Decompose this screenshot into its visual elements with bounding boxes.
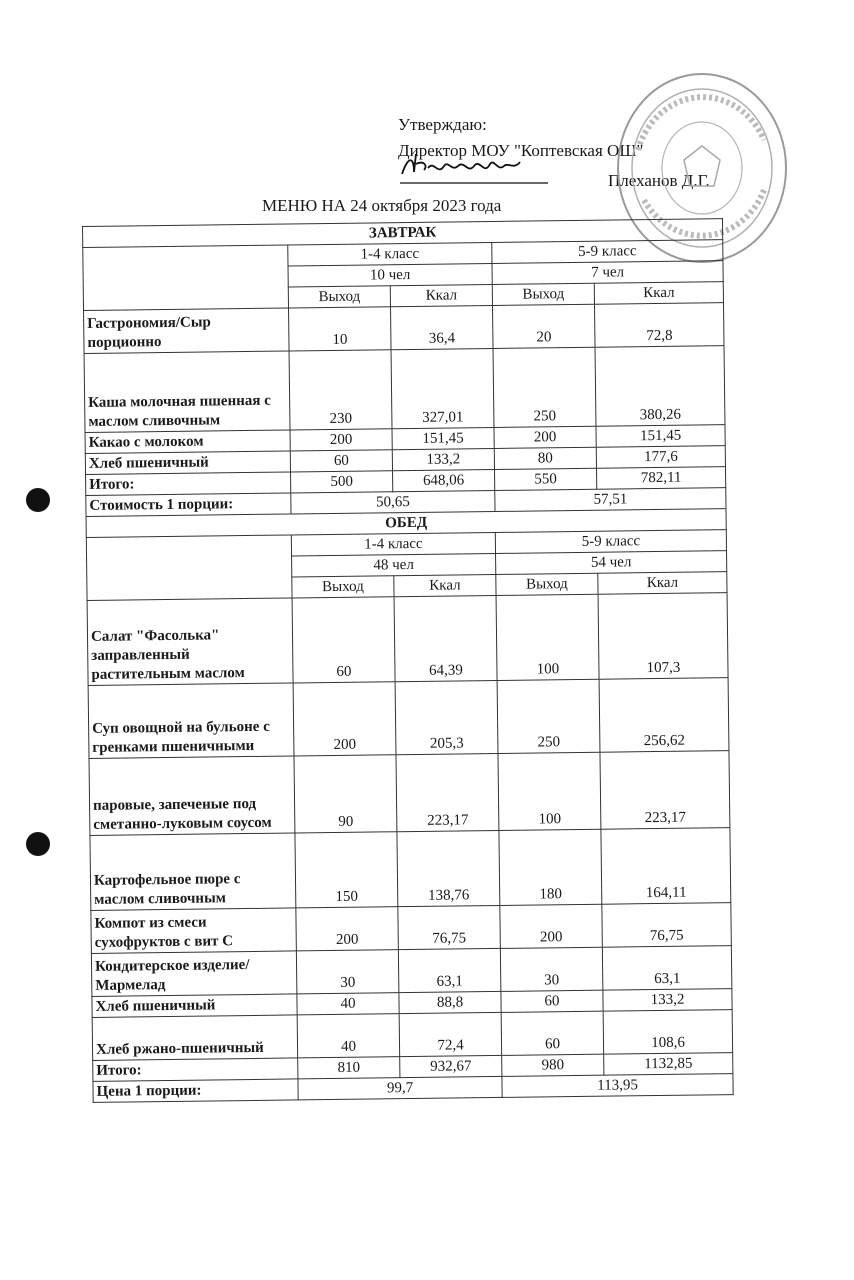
yield-1: 40 [297, 1014, 400, 1058]
lunch-cost-label: Цена 1 порции: [93, 1079, 298, 1103]
kcal-1: 64,39 [394, 595, 497, 681]
kcal-1: 223,17 [396, 753, 499, 831]
dish-row [87, 593, 728, 686]
menu-title: МЕНЮ НА 24 октября 2023 года [262, 196, 502, 215]
signature [398, 150, 558, 186]
yield-2: 200 [494, 426, 596, 448]
lunch-section-title: ОБЕД [86, 509, 726, 538]
yield-2: 80 [494, 447, 596, 469]
dish-name: Кондитерское изделие/Мармелад [91, 951, 297, 997]
dish-name: Салат "Фасолька" заправленный растительным маслом [87, 598, 293, 685]
director-name: Плеханов Д.Г. [608, 171, 710, 190]
yield-2: 60 [501, 990, 603, 1012]
punch-hole-bottom [26, 832, 50, 856]
kcal-2: 133,2 [603, 989, 732, 1012]
dish-name: Какао с молоком [85, 430, 290, 454]
col-header: Выход [292, 576, 394, 598]
kcal-1: 327,01 [391, 348, 494, 428]
yield-1: 500 [291, 471, 393, 493]
yield-1: 200 [293, 682, 396, 756]
lunch-count-1: 48 чел [292, 553, 496, 576]
kcal-1: 36,4 [391, 305, 494, 349]
breakfast-cost-label: Стоимость 1 порции: [86, 493, 291, 517]
breakfast-header-blank [83, 245, 289, 310]
col-header: Ккал [394, 574, 496, 596]
breakfast-cost-1: 50,65 [291, 490, 495, 513]
yield-1: 810 [298, 1057, 400, 1079]
col-header: Ккал [390, 284, 492, 306]
kcal-2: 177,6 [596, 446, 725, 469]
dish-name: Компот из смеси сухофруктов с вит С [91, 908, 297, 954]
dish-row [89, 751, 730, 836]
lunch-header-blank [86, 535, 292, 600]
yield-1: 230 [289, 350, 392, 430]
breakfast-group-1: 1-4 класс [288, 242, 492, 265]
lunch-cost-1: 99,7 [298, 1076, 502, 1099]
yield-2: 30 [500, 947, 603, 991]
lunch-group-2: 5-9 класс [495, 530, 726, 554]
approval-line-2: Директор МОУ "Коптевская ОШ" [398, 141, 644, 160]
col-header: Ккал [594, 282, 723, 305]
kcal-1: 76,75 [398, 905, 501, 949]
kcal-1: 205,3 [395, 680, 498, 754]
kcal-2: 63,1 [602, 946, 732, 991]
yield-1: 90 [294, 755, 397, 833]
dish-row [90, 828, 731, 911]
dish-name: Суп овощной на бульоне с гренками пшеничными [88, 683, 294, 758]
approval-line-1: Утверждаю: [398, 115, 487, 134]
yield-2: 60 [501, 1011, 604, 1055]
lunch-count-2: 54 чел [496, 551, 727, 575]
punch-hole-top [26, 488, 50, 512]
kcal-2: 76,75 [602, 903, 732, 948]
col-header: Выход [288, 286, 390, 308]
breakfast-count-1: 10 чел [288, 263, 492, 286]
dish-row [84, 346, 725, 433]
yield-1: 10 [289, 307, 392, 351]
dish-name: Итого: [86, 472, 291, 496]
kcal-2: 164,11 [601, 828, 731, 905]
breakfast-count-2: 7 чел [492, 261, 723, 285]
yield-2: 250 [497, 679, 600, 753]
dish-row [88, 678, 729, 759]
yield-2: 550 [495, 468, 597, 490]
yield-2: 980 [502, 1054, 604, 1076]
col-header: Выход [496, 573, 598, 595]
kcal-1: 88,8 [399, 991, 501, 1013]
kcal-1: 138,76 [397, 830, 500, 906]
dish-name: Гастрономия/Сыр порционно [84, 308, 290, 354]
kcal-1: 133,2 [392, 448, 494, 470]
yield-2: 250 [493, 347, 596, 427]
yield-1: 200 [296, 907, 399, 951]
yield-1: 30 [296, 950, 399, 994]
dish-name: паровые, запеченые под сметанно-луковым соусом [89, 756, 295, 835]
col-header: Ккал [598, 572, 727, 595]
dish-name: Итого: [93, 1058, 298, 1082]
kcal-2: 72,8 [594, 303, 724, 348]
kcal-2: 223,17 [600, 751, 730, 830]
yield-1: 150 [295, 832, 398, 908]
yield-2: 200 [500, 904, 603, 948]
dish-name: Хлеб пшеничный [92, 994, 297, 1018]
kcal-2: 782,11 [596, 467, 725, 490]
kcal-2: 108,6 [603, 1010, 733, 1055]
kcal-2: 151,45 [596, 425, 725, 448]
kcal-1: 648,06 [393, 469, 495, 491]
kcal-2: 256,62 [599, 678, 729, 753]
breakfast-group-2: 5-9 класс [492, 240, 723, 264]
yield-2: 100 [498, 752, 601, 830]
breakfast-cost-2: 57,51 [495, 488, 726, 512]
yield-2: 100 [496, 594, 599, 680]
kcal-1: 72,4 [399, 1012, 502, 1056]
yield-1: 60 [290, 450, 392, 472]
kcal-2: 380,26 [595, 346, 725, 427]
dish-name: Хлеб ржано-пшеничный [92, 1015, 298, 1061]
breakfast-section-title: ЗАВТРАК [83, 219, 723, 248]
kcal-1: 932,67 [400, 1055, 502, 1077]
dish-name: Картофельное пюре с маслом сливочным [90, 833, 296, 910]
yield-1: 40 [297, 993, 399, 1015]
menu-table [82, 218, 734, 1103]
kcal-2: 107,3 [598, 593, 728, 680]
yield-1: 200 [290, 429, 392, 451]
lunch-group-1: 1-4 класс [291, 532, 495, 555]
kcal-2: 1132,85 [604, 1053, 733, 1076]
yield-1: 60 [292, 597, 395, 683]
kcal-1: 151,45 [392, 427, 494, 449]
dish-name: Хлеб пшеничный [85, 451, 290, 475]
col-header: Выход [492, 283, 594, 305]
dish-name: Каша молочная пшенная с маслом сливочным [84, 351, 290, 432]
lunch-cost-2: 113,95 [502, 1074, 733, 1098]
yield-2: 20 [493, 304, 596, 348]
kcal-1: 63,1 [398, 948, 501, 992]
yield-2: 180 [499, 829, 602, 905]
